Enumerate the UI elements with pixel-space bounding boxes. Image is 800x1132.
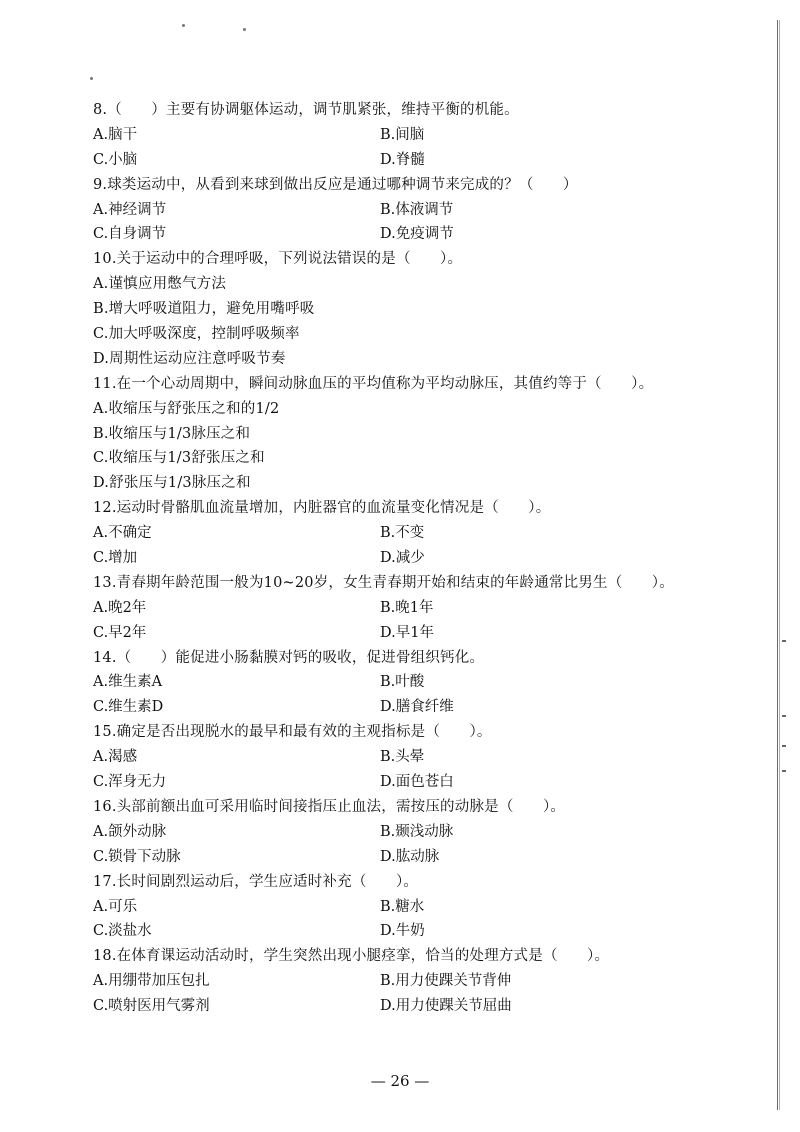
option-row — [93, 148, 733, 173]
question-stem: 12.运动时骨骼肌血流量增加，内脏器官的血流量变化情况是（ ）。 — [93, 500, 551, 517]
option-c: C.喷射医用气雾剂 — [93, 998, 210, 1015]
option-row — [93, 123, 733, 148]
question-13 — [93, 571, 733, 646]
scan-speck — [182, 24, 185, 27]
scan-speck — [243, 28, 246, 31]
option-row — [93, 820, 733, 845]
question-18 — [93, 944, 733, 1019]
option-row — [93, 222, 733, 247]
option-c: C.锁骨下动脉 — [93, 848, 181, 865]
option-a: A.谨慎应用憋气方法 — [93, 276, 227, 293]
question-list — [93, 98, 733, 1019]
option-row — [93, 521, 733, 546]
question-stem: 13.青春期年龄范围一般为10~20岁，女生青春期开始和结束的年龄通常比男生（ ）。 — [93, 574, 674, 591]
option-d: D.早1年 — [380, 624, 434, 641]
option-row — [93, 845, 733, 870]
option-c: C.自身调节 — [93, 226, 167, 243]
option-d: D.牛奶 — [380, 923, 425, 940]
question-10 — [93, 247, 733, 371]
option-a: A.渴感 — [93, 749, 138, 766]
option-row — [93, 198, 733, 223]
scan-mark — [782, 640, 786, 642]
option-c: C.增加 — [93, 550, 138, 567]
option-row — [93, 745, 733, 770]
scan-mark — [782, 715, 786, 717]
option-d: D.面色苍白 — [380, 774, 454, 791]
option-c: C.早2年 — [93, 624, 147, 641]
option-row — [93, 695, 733, 720]
option-d: D.舒张压与1/3脉压之和 — [93, 475, 251, 492]
option-row — [93, 596, 733, 621]
option-row — [93, 770, 733, 795]
option-row — [93, 969, 733, 994]
option-d: D.脊髓 — [380, 151, 425, 168]
question-12 — [93, 496, 733, 571]
option-d: D.用力使踝关节屈曲 — [380, 998, 512, 1015]
option-row — [93, 919, 733, 944]
option-row — [93, 670, 733, 695]
option-c: C.加大呼吸深度，控制呼吸频率 — [93, 326, 300, 343]
option-row — [93, 546, 733, 571]
option-b: B.收缩压与1/3脉压之和 — [93, 425, 251, 442]
binding-margin-line — [777, 20, 778, 1110]
option-a: A.收缩压与舒张压之和的1/2 — [93, 400, 280, 417]
scan-mark — [782, 745, 786, 747]
option-b: B.增大呼吸道阻力，避免用嘴呼吸 — [93, 301, 315, 318]
question-stem: 17.长时间剧烈运动后，学生应适时补充（ ）。 — [93, 873, 419, 890]
question-11 — [93, 372, 733, 496]
option-a: A.维生素A — [93, 674, 163, 691]
option-row — [93, 621, 733, 646]
question-stem: 15.确定是否出现脱水的最早和最有效的主观指标是（ ）。 — [93, 724, 492, 741]
option-a: A.脑干 — [93, 126, 138, 143]
option-d: D.肱动脉 — [380, 848, 440, 865]
question-stem: 11.在一个心动周期中，瞬间动脉血压的平均值称为平均动脉压，其值约等于（ ）。 — [93, 375, 654, 392]
option-b: B.颞浅动脉 — [380, 823, 454, 840]
question-9 — [93, 173, 733, 248]
option-b: B.糖水 — [380, 898, 425, 915]
option-d: D.膳食纤维 — [380, 699, 454, 716]
option-a: A.神经调节 — [93, 201, 167, 218]
question-stem: 14.（ ）能促进小肠黏膜对钙的吸收，促进骨组织钙化。 — [93, 649, 485, 666]
option-b: B.间脑 — [380, 126, 425, 143]
question-14 — [93, 646, 733, 721]
question-8 — [93, 98, 733, 173]
option-a: A.不确定 — [93, 525, 152, 542]
option-d: D.减少 — [380, 550, 425, 567]
option-c: C.收缩压与1/3舒张压之和 — [93, 450, 265, 467]
option-c: C.浑身无力 — [93, 774, 167, 791]
option-row — [93, 994, 733, 1019]
option-d: D.免疫调节 — [380, 226, 454, 243]
option-b: B.叶酸 — [380, 674, 425, 691]
option-b: B.晚1年 — [380, 599, 434, 616]
option-a: A.用绷带加压包扎 — [93, 973, 210, 990]
option-a: A.晚2年 — [93, 599, 147, 616]
option-b: B.体液调节 — [380, 201, 454, 218]
option-d: D.周期性运动应注意呼吸节奏 — [93, 350, 286, 367]
option-c: C.淡盐水 — [93, 923, 152, 940]
option-a: A.可乐 — [93, 898, 138, 915]
question-stem: 10.关于运动中的合理呼吸，下列说法错误的是（ ）。 — [93, 251, 463, 268]
option-b: B.不变 — [380, 525, 425, 542]
page-number: — 26 — — [370, 1072, 430, 1090]
question-stem: 18.在体育课运动活动时，学生突然出现小腿痉挛，恰当的处理方式是（ ）。 — [93, 948, 610, 965]
scan-mark — [782, 770, 786, 772]
scan-speck — [90, 77, 93, 80]
question-15 — [93, 720, 733, 795]
option-b: B.头晕 — [380, 749, 425, 766]
option-b: B.用力使踝关节背伸 — [380, 973, 512, 990]
binding-margin-line-inner — [779, 20, 780, 1110]
option-c: C.维生素D — [93, 699, 164, 716]
question-16 — [93, 795, 733, 870]
question-17 — [93, 870, 733, 945]
question-stem: 8.（ ）主要有协调躯体运动，调节肌紧张，维持平衡的机能。 — [93, 102, 519, 118]
option-a: A.颌外动脉 — [93, 823, 167, 840]
option-c: C.小脑 — [93, 151, 138, 168]
question-stem: 9.球类运动中，从看到来球到做出反应是通过哪种调节来完成的？（ ） — [93, 176, 578, 193]
option-row — [93, 895, 733, 920]
question-stem: 16.头部前额出血可采用临时间接指压止血法，需按压的动脉是（ ）。 — [93, 798, 566, 815]
